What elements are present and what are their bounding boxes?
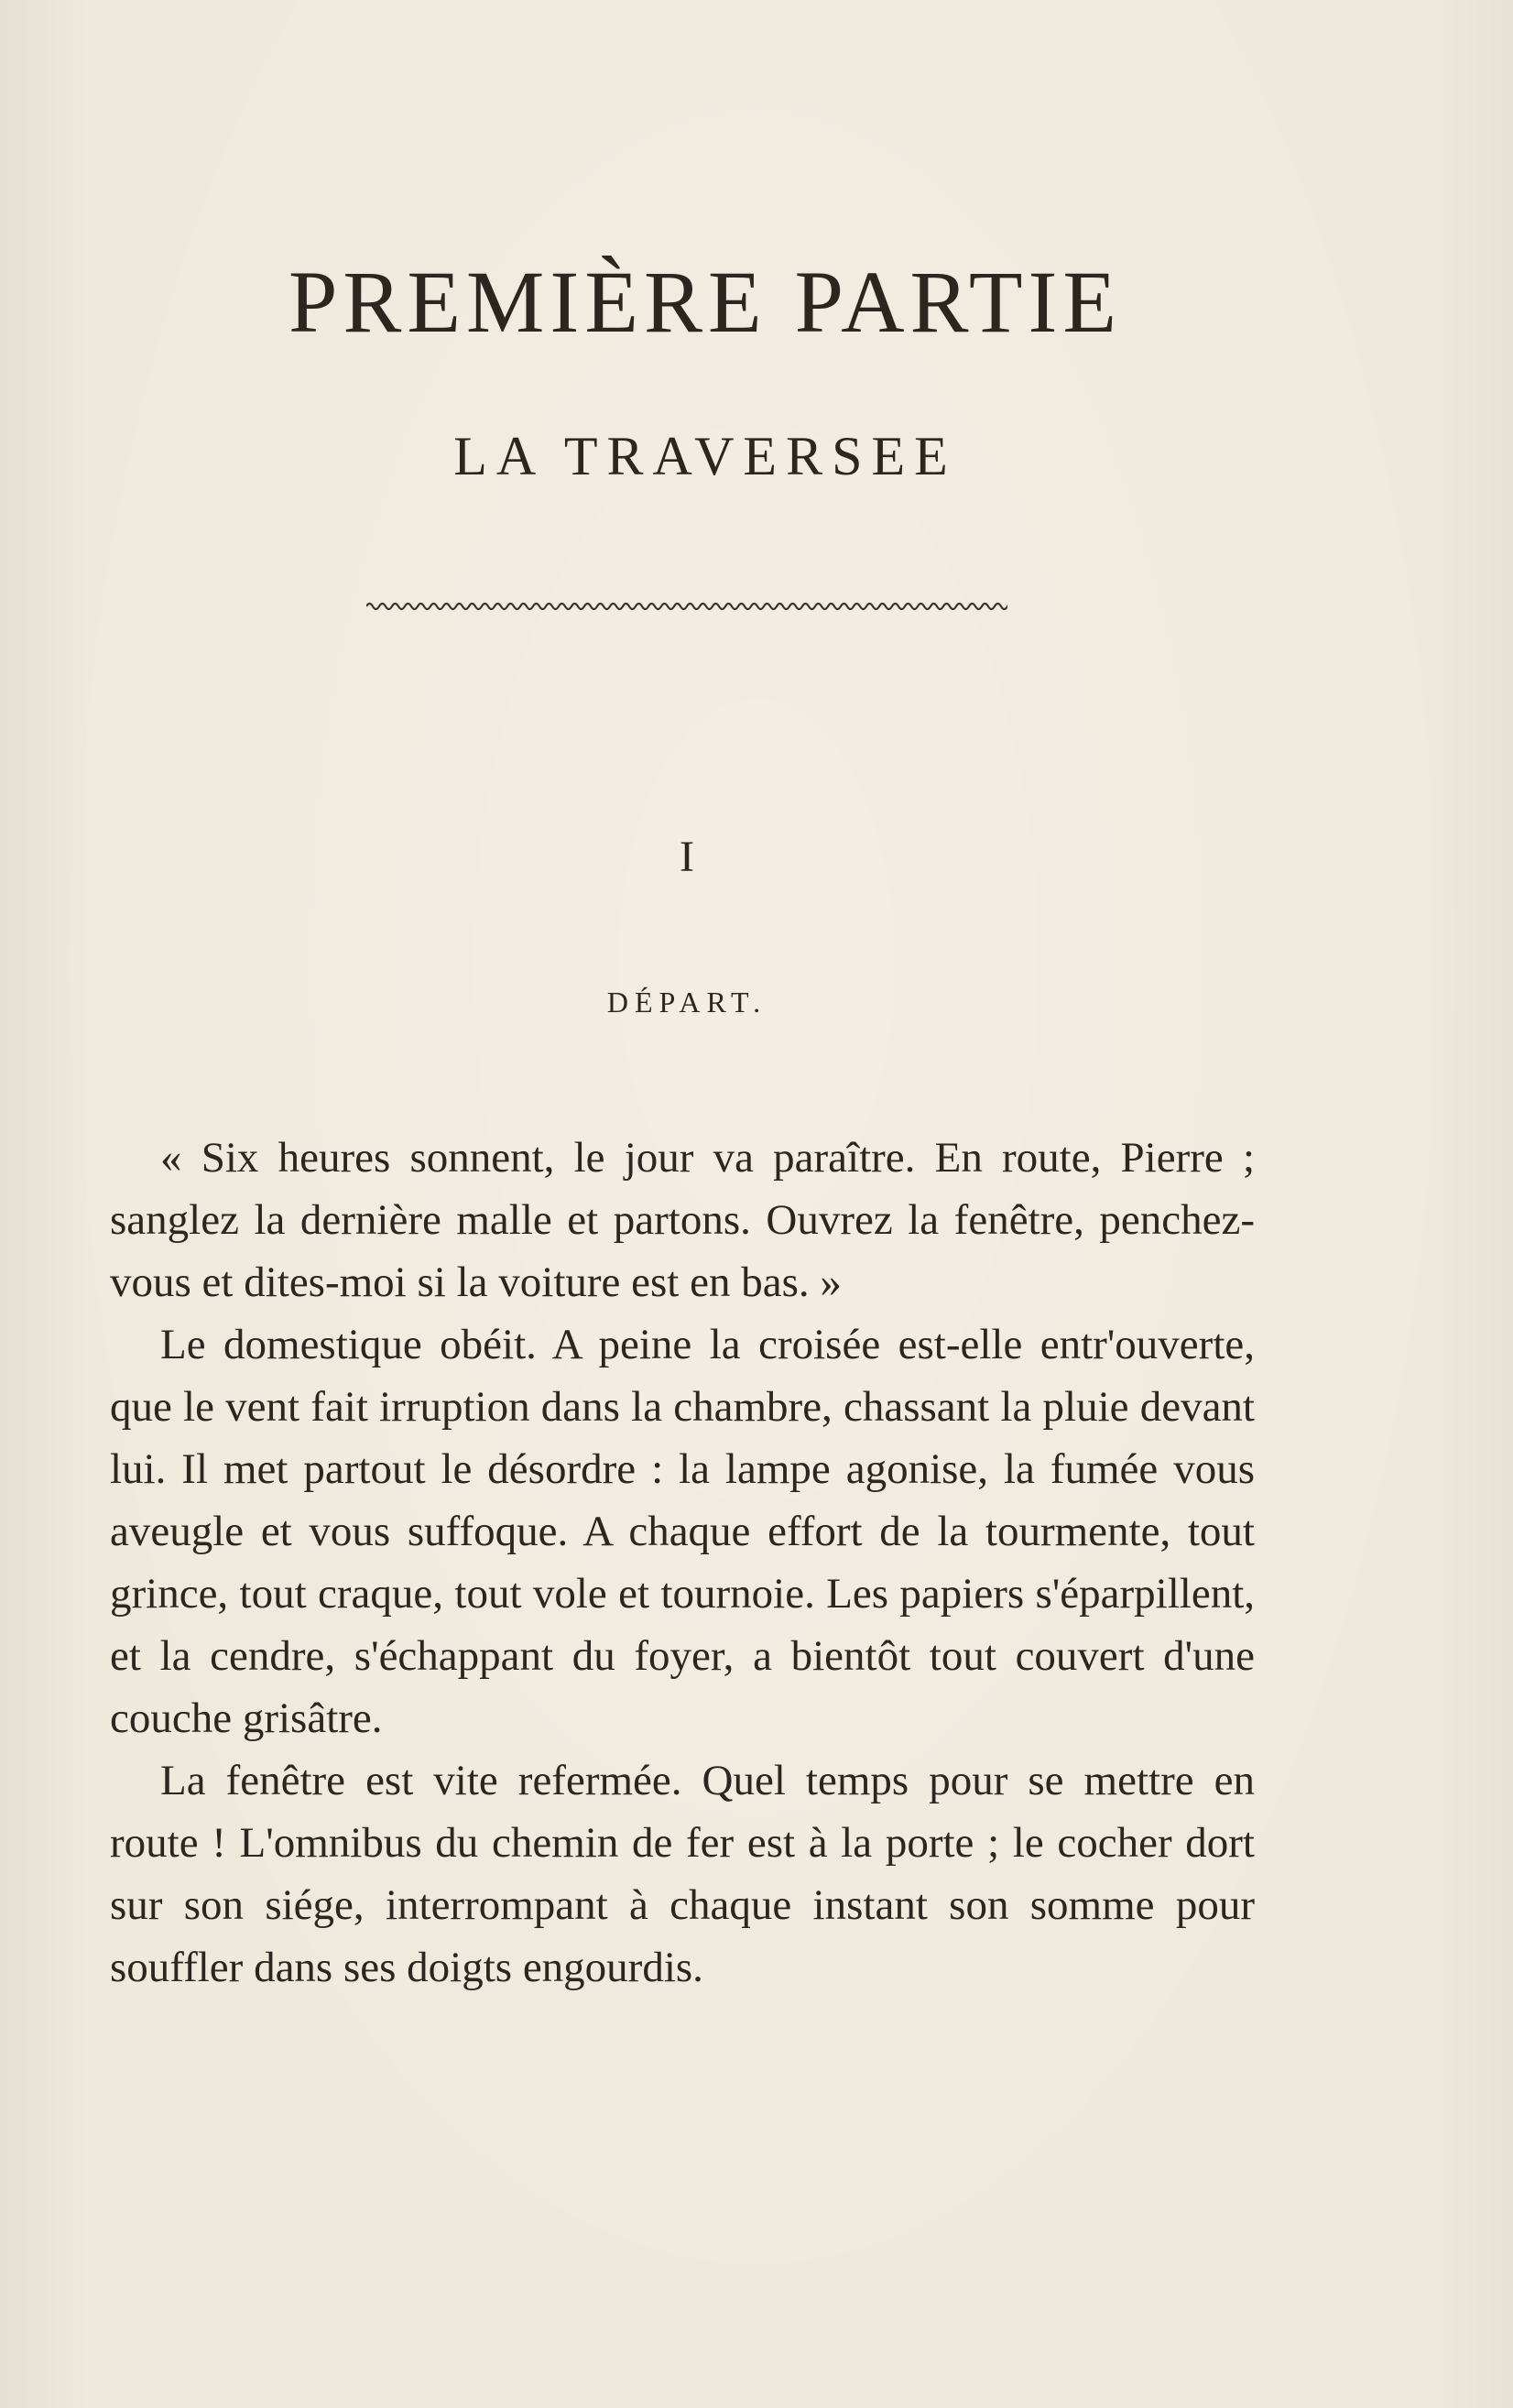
wavy-rule-line <box>366 604 1007 609</box>
paragraph: La fenêtre est vite refermée. Quel temps pour se mettre en route ! L'omnibus du chemin de fer est à la porte ; le cocher dort sur son siége, interrompant à chaque instant son somme pour souffler dans ses doigts engourdis. <box>110 1757 1255 1991</box>
chapter-number: I <box>680 833 694 881</box>
body-text <box>110 1127 1255 1999</box>
chapter-title: DÉPART. <box>606 986 767 1019</box>
paragraph: Le domestique obéit. A peine la croisée est-elle entr'ouverte, que le vent fait irruption dans la chambre, chassant la pluie devant lui. Il met partout le désordre : la lampe agonise, la fumée vous aveugle et vous suffoque. A chaque effort de la tourmente, tout grince, tout craque, tout vole et tournoie. Les papiers s'éparpillent, et la cendre, s'échappant du foyer, a bientôt tout couvert d'une couche grisâtre. <box>110 1321 1255 1742</box>
paragraph: « Six heures sonnent, le jour va paraître. En route, Pierre ; sanglez la dernière malle et partons. Ouvrez la fenêtre, penchez-vous et dites-moi si la voiture est en bas. » <box>110 1134 1255 1306</box>
part-title: PREMIÈRE PARTIE <box>288 253 1123 351</box>
section-subtitle: LA TRAVERSEE <box>453 426 957 486</box>
wavy-rule-ornament <box>366 597 1007 616</box>
